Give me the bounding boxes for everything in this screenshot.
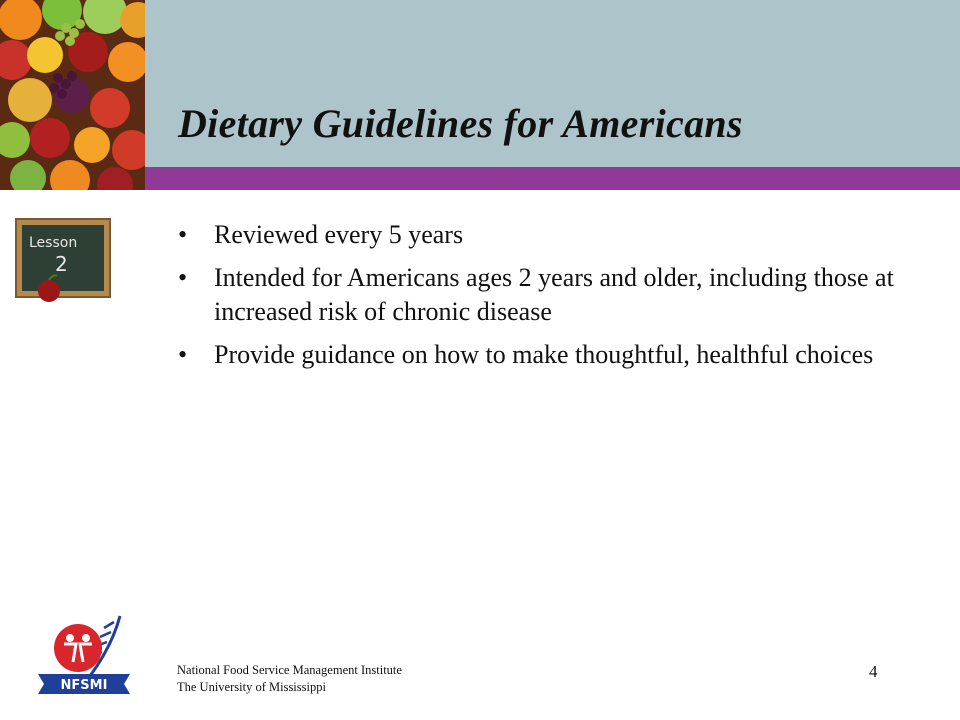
lesson-label: Lesson [29,235,78,251]
bullet-dot: • [178,340,188,369]
bullet-item [178,338,898,372]
footer-line-institute: National Food Service Management Institute [177,663,402,677]
page-number: 4 [869,662,878,681]
bullet-dot: • [178,220,188,249]
lesson-badge [15,215,111,310]
bullet-item [178,261,898,329]
bullet-item [178,218,898,252]
bullet-dot: • [178,263,188,292]
bullet-text: Intended for Americans ages 2 years and older, including those at increased risk of chronic disease [214,263,894,326]
bullet-text: Reviewed every 5 years [214,220,464,249]
footer-line-university: The University of Mississippi [177,680,326,694]
fruit-image [0,0,145,190]
apple-icon [38,280,60,302]
nfsmi-logo [34,612,134,704]
logo-text: NFSMI [60,678,108,693]
slide-title: Dietary Guidelines for Americans [178,101,743,146]
bullet-list [178,218,898,381]
footer-credit [177,662,402,696]
bullet-text: Provide guidance on how to make thoughtful, healthful choices [214,340,874,369]
lesson-number: 2 [55,252,68,276]
